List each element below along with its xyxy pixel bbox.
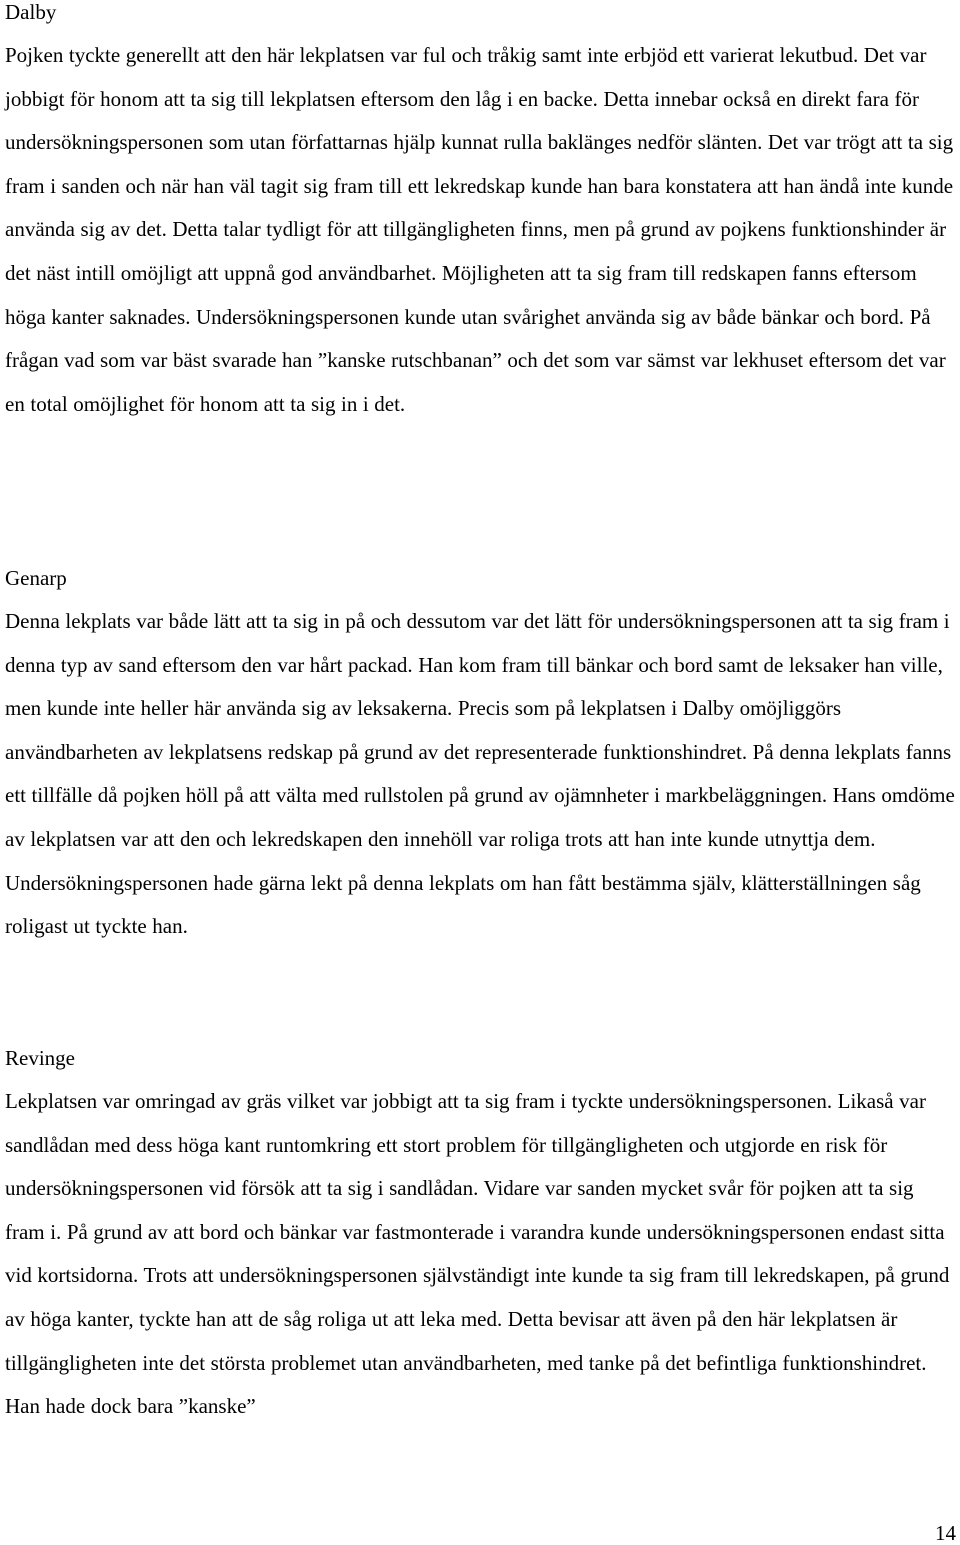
section-paragraph: Denna lekplats var både lätt att ta sig in på och dessutom var det lätt för undersökningspersonen att ta sig fram i denna typ av sand eftersom den var hårt packad. Han kom fram till bänkar och bord samt de leksaker han ville, men kunde inte heller här använda sig av leksakerna. Precis som på lekplatsen i Dalby omöjliggörs användbarheten av lekplatsens redskap på grund av det representerade funktionshindret. På denna lekplats fanns ett tillfälle då pojken höll på att välta med rullstolen på grund av ojämnheter i markbeläggningen. Hans omdöme av lekplatsen var att den och lekredskapen den innehöll var roliga trots att han inte kunde utnyttja dem. Undersökningspersonen hade gärna lekt på denna lekplats om han fått bestämma själv, klätterställningen såg roligast ut tyckte han. xyxy=(5,609,955,939)
section-revinge xyxy=(5,1046,957,1429)
section-paragraph: Lekplatsen var omringad av gräs vilket var jobbigt att ta sig fram i tyckte undersökningspersonen. Likaså var sandlådan med dess höga kant runtomkring ett stort problem för tillgängligheten och utgjorde en risk för undersökningspersonen vid försök att ta sig i sandlådan. Vidare var sanden mycket svår för pojken att ta sig fram i. På grund av att bord och bänkar var fastmonterade i varandra kunde undersökningspersonen endast sitta vid kortsidorna. Trots att undersökningspersonen självständigt inte kunde ta sig fram till lekredskapen, på grund av höga kanter, tyckte han att de såg roliga ut att leka med. Detta bevisar att även på den här lekplatsen är tillgängligheten inte det största problemet utan användbarheten, med tanke på det befintliga funktionshindret. Han hade dock bara ”kanske” xyxy=(5,1089,950,1419)
section-heading: Genarp xyxy=(5,566,67,590)
page-number: 14 xyxy=(935,1521,956,1545)
section-genarp xyxy=(5,566,957,949)
section-dalby xyxy=(5,0,957,426)
section-heading: Revinge xyxy=(5,1046,75,1070)
section-paragraph: Pojken tyckte generellt att den här lekplatsen var ful och tråkig samt inte erbjöd ett varierat lekutbud. Det var jobbigt för honom att ta sig till lekplatsen eftersom den låg i en backe. Detta innebar också en direkt fara för undersökningspersonen som utan författarnas hjälp kunnat rulla baklänges nedför slänten. Det var trögt att ta sig fram i sanden och när han väl tagit sig fram till ett lekredskap kunde han bara konstatera att han ändå inte kunde använda sig av det. Detta talar tydligt för att tillgängligheten finns, men på grund av pojkens funktionshinder är det näst intill omöjligt att uppnå god användbarhet. Möjligheten att ta sig fram till redskapen fanns eftersom höga kanter saknades. Undersökningspersonen kunde utan svårighet använda sig av både bänkar och bord. På frågan vad som var bäst svarade han ”kanske rutschbanan” och det som var sämst var lekhuset eftersom det var en total omöjlighet för honom att ta sig in i det. xyxy=(5,43,954,416)
section-heading: Dalby xyxy=(5,0,57,24)
